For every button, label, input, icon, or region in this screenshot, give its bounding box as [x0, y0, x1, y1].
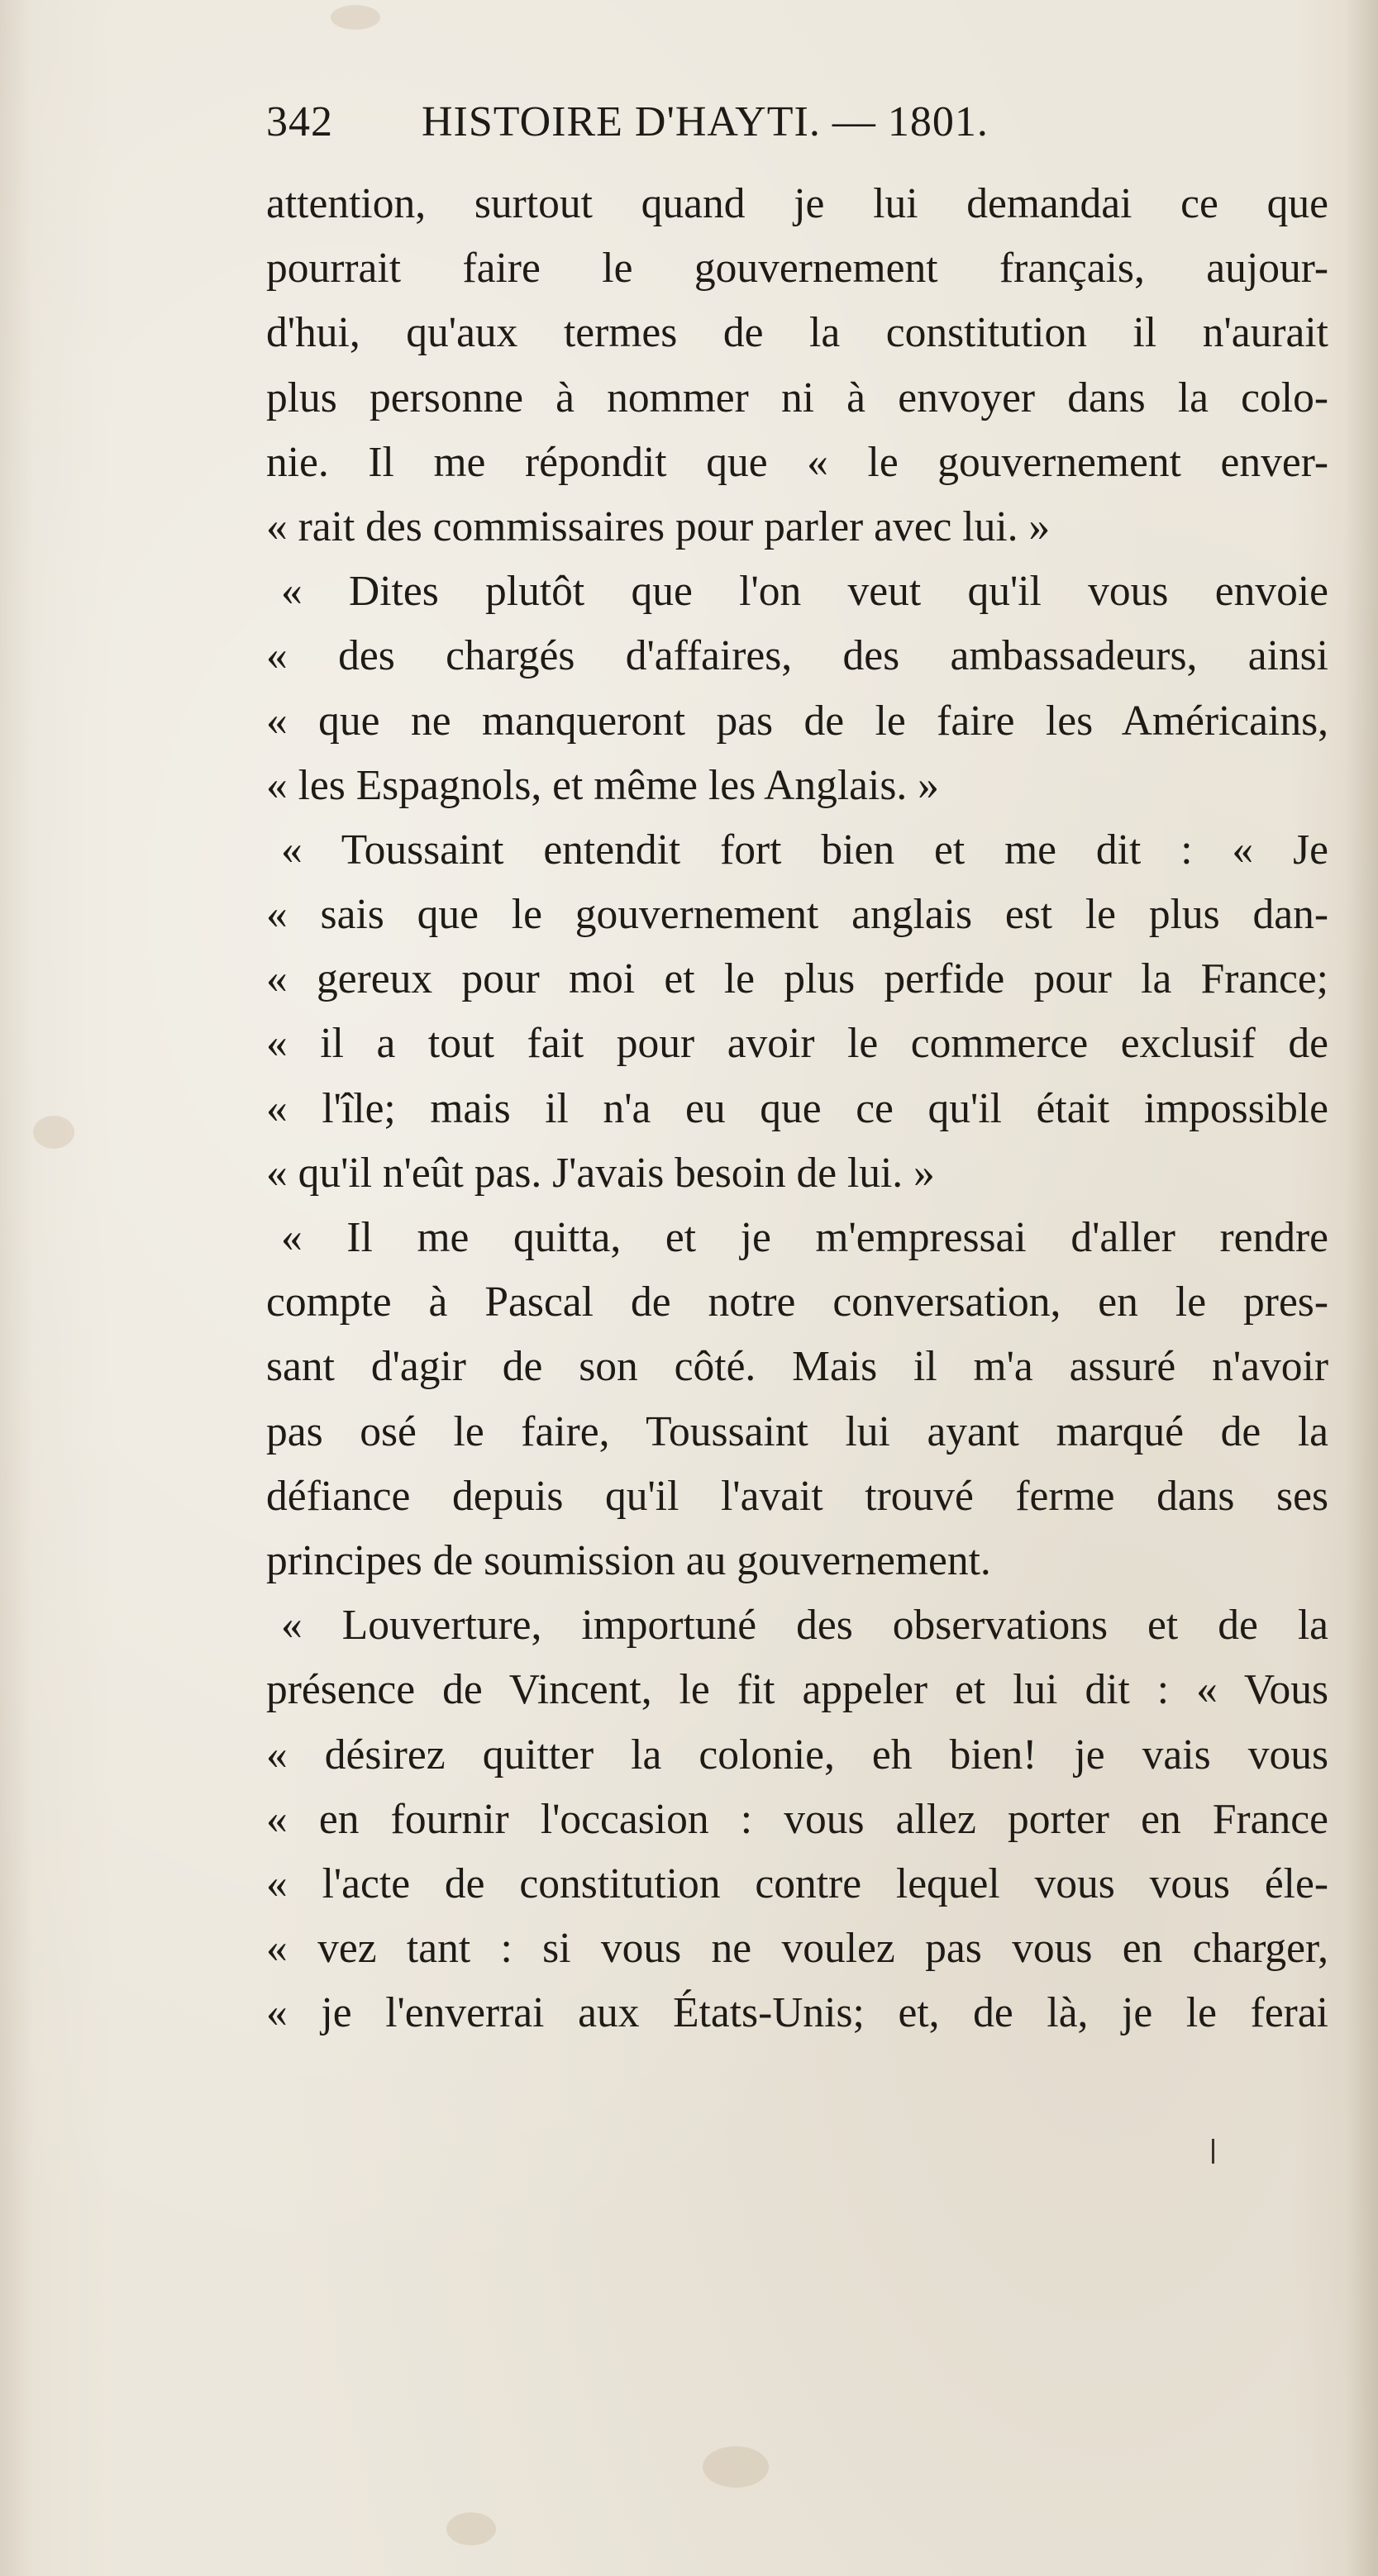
text-line: « Dites plutôt que l'on veut qu'il vous envoie — [281, 568, 1328, 616]
paper-stain — [33, 1116, 74, 1149]
text-line: sant d'agir de son côté. Mais il m'a assuré n'avoir — [266, 1343, 1328, 1391]
paper-stain — [331, 5, 380, 30]
text-line: d'hui, qu'aux termes de la constitution il n'aurait — [266, 309, 1328, 357]
text-line: compte à Pascal de notre conversation, en le pres- — [266, 1278, 1328, 1326]
text-line: « les Espagnols, et même les Anglais. » — [266, 761, 939, 809]
text-line: nie. Il me répondit que « le gouvernement enver- — [266, 438, 1328, 486]
page-number: 342 — [266, 98, 333, 145]
text-line: « l'acte de constitution contre lequel vous vous éle- — [266, 1859, 1328, 1907]
text-line: « il a tout fait pour avoir le commerce exclusif de — [266, 1020, 1328, 1068]
page-edge-shadow — [1345, 0, 1378, 2576]
text-line: « désirez quitter la colonie, eh bien! je vais vous — [266, 1731, 1328, 1778]
text-line: « Toussaint entendit fort bien et me dit : « Je — [281, 826, 1328, 874]
paper-stain — [703, 2446, 769, 2488]
text-line: « qu'il n'eût pas. J'avais besoin de lui. » — [266, 1149, 935, 1197]
text-line: principes de soumission au gouvernement. — [266, 1536, 991, 1584]
text-line: « vez tant : si vous ne voulez pas vous en charger, — [266, 1925, 1328, 1973]
text-line: présence de Vincent, le fit appeler et lui dit : « Vous — [266, 1666, 1328, 1714]
text-line: « que ne manqueront pas de le faire les Américains, — [266, 697, 1328, 745]
text-line: « Il me quitta, et je m'empressai d'aller rendre — [281, 1214, 1328, 1261]
text-line: « Louverture, importuné des observations et de la — [281, 1602, 1328, 1650]
body-text — [266, 172, 1328, 2045]
text-line: plus personne à nommer ni à envoyer dans la colo- — [266, 374, 1328, 421]
text-line: « en fournir l'occasion : vous allez porter en France — [266, 1795, 1328, 1843]
text-line: pourrait faire le gouvernement français, aujour- — [266, 245, 1328, 293]
text-line: défiance depuis qu'il l'avait trouvé ferme dans ses — [266, 1472, 1328, 1520]
text-line: « rait des commissaires pour parler avec lui. » — [266, 502, 1051, 550]
text-line: pas osé le faire, Toussaint lui ayant marqué de la — [266, 1407, 1328, 1455]
running-title: HISTOIRE D'HAYTI. — 1801. — [422, 98, 989, 145]
text-line: attention, surtout quand je lui demandai ce que — [266, 180, 1328, 227]
printer-mark — [1212, 2139, 1214, 2164]
running-header — [266, 98, 1159, 155]
text-line: « je l'enverrai aux États-Unis; et, de là, je le ferai — [266, 1989, 1328, 2037]
text-line: « sais que le gouvernement anglais est le plus dan- — [266, 891, 1328, 939]
text-line: « l'île; mais il n'a eu que ce qu'il était impossible — [266, 1084, 1328, 1132]
paper-stain — [446, 2512, 496, 2545]
text-line: « des chargés d'affaires, des ambassadeurs, ainsi — [266, 632, 1328, 680]
text-line: « gereux pour moi et le plus perfide pour la France; — [266, 955, 1328, 1003]
